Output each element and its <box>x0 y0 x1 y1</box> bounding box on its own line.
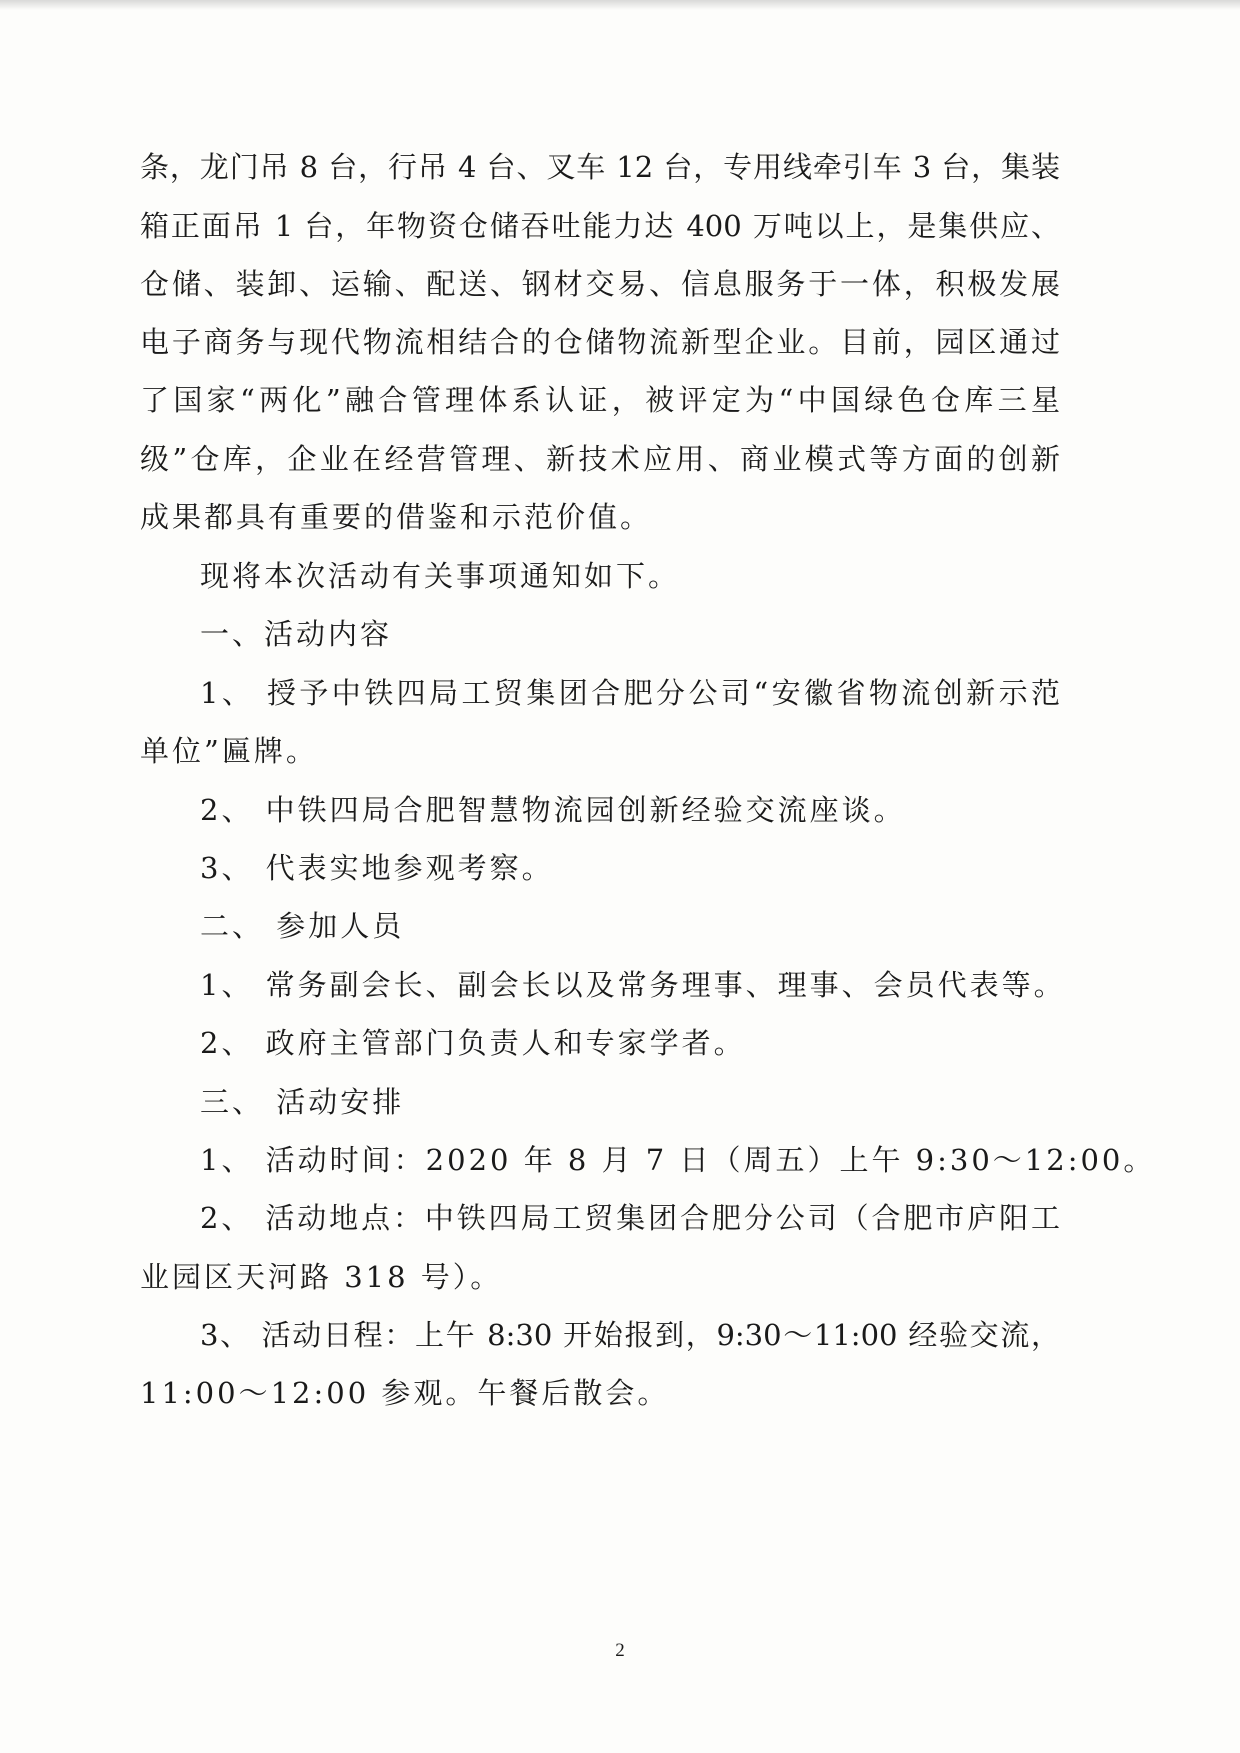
section-heading-3: 三、 活动安排 <box>200 1085 405 1119</box>
schedule-time: 1、 活动时间：2020 年 8 月 7 日（周五）上午 9:30～12:00。 <box>200 1143 1156 1177</box>
body-line-1: 条，龙门吊 8 台，行吊 4 台、叉车 12 台，专用线牵引车 3 台，集装 <box>140 150 1060 184</box>
schedule-agenda-cont: 11:00～12:00 参观。午餐后散会。 <box>140 1376 670 1410</box>
body-line-4: 电子商务与现代物流相结合的仓储物流新型企业。目前，园区通过 <box>140 325 1060 359</box>
body-line-5: 了国家“两化”融合管理体系认证，被评定为“中国绿色仓库三星 <box>140 383 1060 417</box>
section-heading-2: 二、 参加人员 <box>200 909 405 943</box>
notice-intro: 现将本次活动有关事项通知如下。 <box>200 559 681 593</box>
content-item-3: 3、 代表实地参观考察。 <box>200 851 554 885</box>
section-heading-1: 一、活动内容 <box>200 617 393 651</box>
body-line-7: 成果都具有重要的借鉴和示范价值。 <box>140 500 653 534</box>
schedule-location: 2、 活动地点：中铁四局工贸集团合肥分公司（合肥市庐阳工 <box>200 1201 1060 1235</box>
scan-edge <box>0 0 1240 10</box>
content-item-2: 2、 中铁四局合肥智慧物流园创新经验交流座谈。 <box>200 793 906 827</box>
participant-item-1: 1、 常务副会长、副会长以及常务理事、理事、会员代表等。 <box>200 968 1066 1002</box>
content-item-1-cont: 单位”匾牌。 <box>140 734 318 768</box>
participant-item-2: 2、 政府主管部门负责人和专家学者。 <box>200 1026 746 1060</box>
body-line-6: 级”仓库，企业在经营管理、新技术应用、商业模式等方面的创新 <box>140 442 1060 476</box>
schedule-agenda: 3、 活动日程：上午 8:30 开始报到，9:30～11:00 经验交流， <box>200 1318 1060 1352</box>
body-line-2: 箱正面吊 1 台，年物资仓储吞吐能力达 400 万吨以上，是集供应、 <box>140 209 1060 243</box>
body-line-3: 仓储、装卸、运输、配送、钢材交易、信息服务于一体，积极发展 <box>140 267 1060 301</box>
content-item-1: 1、 授予中铁四局工贸集团合肥分公司“安徽省物流创新示范 <box>200 676 1060 710</box>
page-number: 2 <box>615 1640 625 1661</box>
schedule-location-cont: 业园区天河路 318 号）。 <box>140 1260 503 1294</box>
